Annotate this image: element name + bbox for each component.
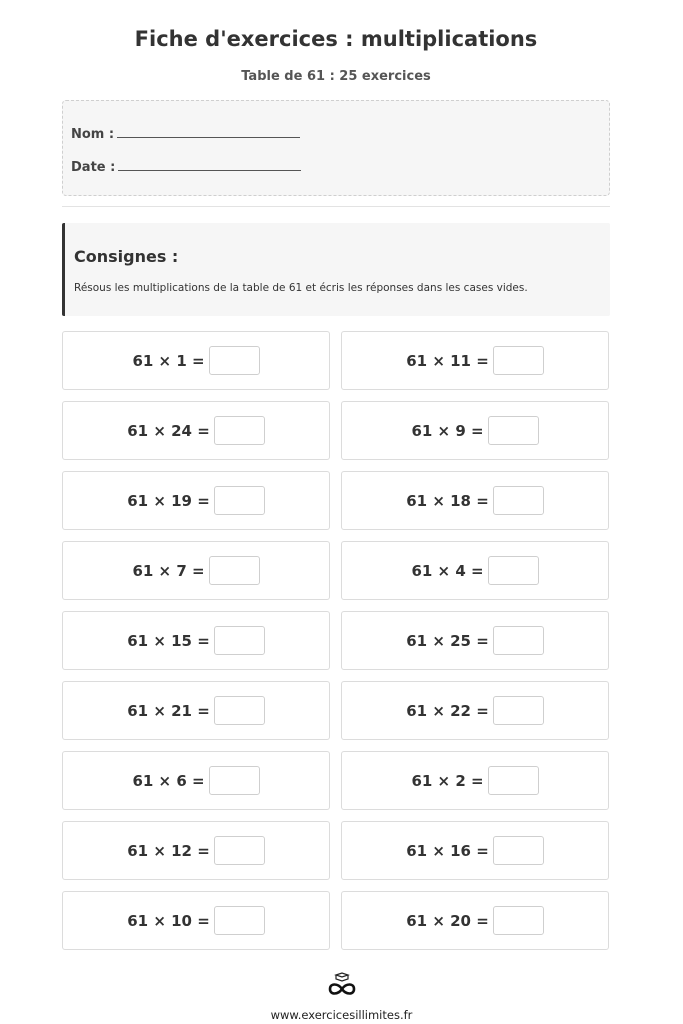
name-label: Nom :: [71, 127, 115, 142]
exercise-expression: 61 × 12 =: [127, 841, 210, 860]
answer-box[interactable]: [209, 556, 260, 585]
answer-box[interactable]: [488, 416, 539, 445]
name-row: [71, 125, 300, 142]
exercise-card: [62, 611, 330, 670]
infinity-book-icon: [325, 972, 359, 998]
exercise-card: [62, 891, 330, 950]
page-title: Fiche d'exercices : multiplications: [134, 27, 538, 51]
footer: [0, 972, 683, 1022]
name-line[interactable]: [117, 125, 300, 138]
exercise-expression: 61 × 10 =: [127, 911, 210, 930]
date-row: [71, 158, 301, 175]
exercise-expression: 61 × 19 =: [127, 491, 210, 510]
instructions-box: [62, 223, 610, 316]
exercise-expression: 61 × 21 =: [127, 701, 210, 720]
exercise-card: [341, 821, 609, 880]
exercise-card: [341, 541, 609, 600]
exercise-expression: 61 × 6 =: [132, 771, 205, 790]
exercise-expression: 61 × 4 =: [411, 561, 484, 580]
exercise-expression: 61 × 20 =: [406, 911, 489, 930]
exercise-card: [62, 331, 330, 390]
answer-box[interactable]: [493, 486, 544, 515]
page-subtitle: Table de 61 : 25 exercices: [241, 69, 431, 84]
exercise-card: [341, 471, 609, 530]
exercise-expression: 61 × 24 =: [127, 421, 210, 440]
exercise-expression: 61 × 1 =: [132, 351, 205, 370]
exercise-card: [62, 401, 330, 460]
answer-box[interactable]: [214, 416, 265, 445]
answer-box[interactable]: [214, 696, 265, 725]
answer-box[interactable]: [493, 346, 544, 375]
exercise-expression: 61 × 22 =: [406, 701, 489, 720]
exercise-card: [62, 821, 330, 880]
date-line[interactable]: [118, 158, 301, 171]
exercise-expression: 61 × 9 =: [411, 421, 484, 440]
exercise-expression: 61 × 16 =: [406, 841, 489, 860]
exercise-expression: 61 × 25 =: [406, 631, 489, 650]
exercise-card: [62, 471, 330, 530]
exercise-card: [341, 611, 609, 670]
answer-box[interactable]: [209, 346, 260, 375]
answer-box[interactable]: [488, 766, 539, 795]
answer-box[interactable]: [209, 766, 260, 795]
student-info-box: [62, 100, 610, 196]
exercise-expression: 61 × 7 =: [132, 561, 205, 580]
exercise-card: [341, 401, 609, 460]
answer-box[interactable]: [488, 556, 539, 585]
answer-box[interactable]: [493, 626, 544, 655]
exercise-card: [341, 681, 609, 740]
answer-box[interactable]: [214, 906, 265, 935]
answer-box[interactable]: [214, 486, 265, 515]
exercise-card: [341, 891, 609, 950]
exercise-card: [341, 331, 609, 390]
divider: [62, 206, 610, 207]
website-url[interactable]: www.exercicesillimites.fr: [270, 1008, 413, 1022]
answer-box[interactable]: [493, 906, 544, 935]
worksheet: [62, 0, 610, 930]
exercise-expression: 61 × 2 =: [411, 771, 484, 790]
exercise-card: [62, 751, 330, 810]
answer-box[interactable]: [214, 836, 265, 865]
exercise-card: [62, 681, 330, 740]
answer-box[interactable]: [214, 626, 265, 655]
date-label: Date :: [71, 160, 116, 175]
answer-box[interactable]: [493, 696, 544, 725]
answer-box[interactable]: [493, 836, 544, 865]
instructions-text: Résous les multiplications de la table de 61 et écris les réponses dans les cases vides.: [74, 282, 528, 294]
exercise-expression: 61 × 15 =: [127, 631, 210, 650]
exercise-card: [62, 541, 330, 600]
exercise-expression: 61 × 18 =: [406, 491, 489, 510]
instructions-title: Consignes :: [74, 247, 179, 266]
exercise-expression: 61 × 11 =: [406, 351, 489, 370]
exercise-card: [341, 751, 609, 810]
